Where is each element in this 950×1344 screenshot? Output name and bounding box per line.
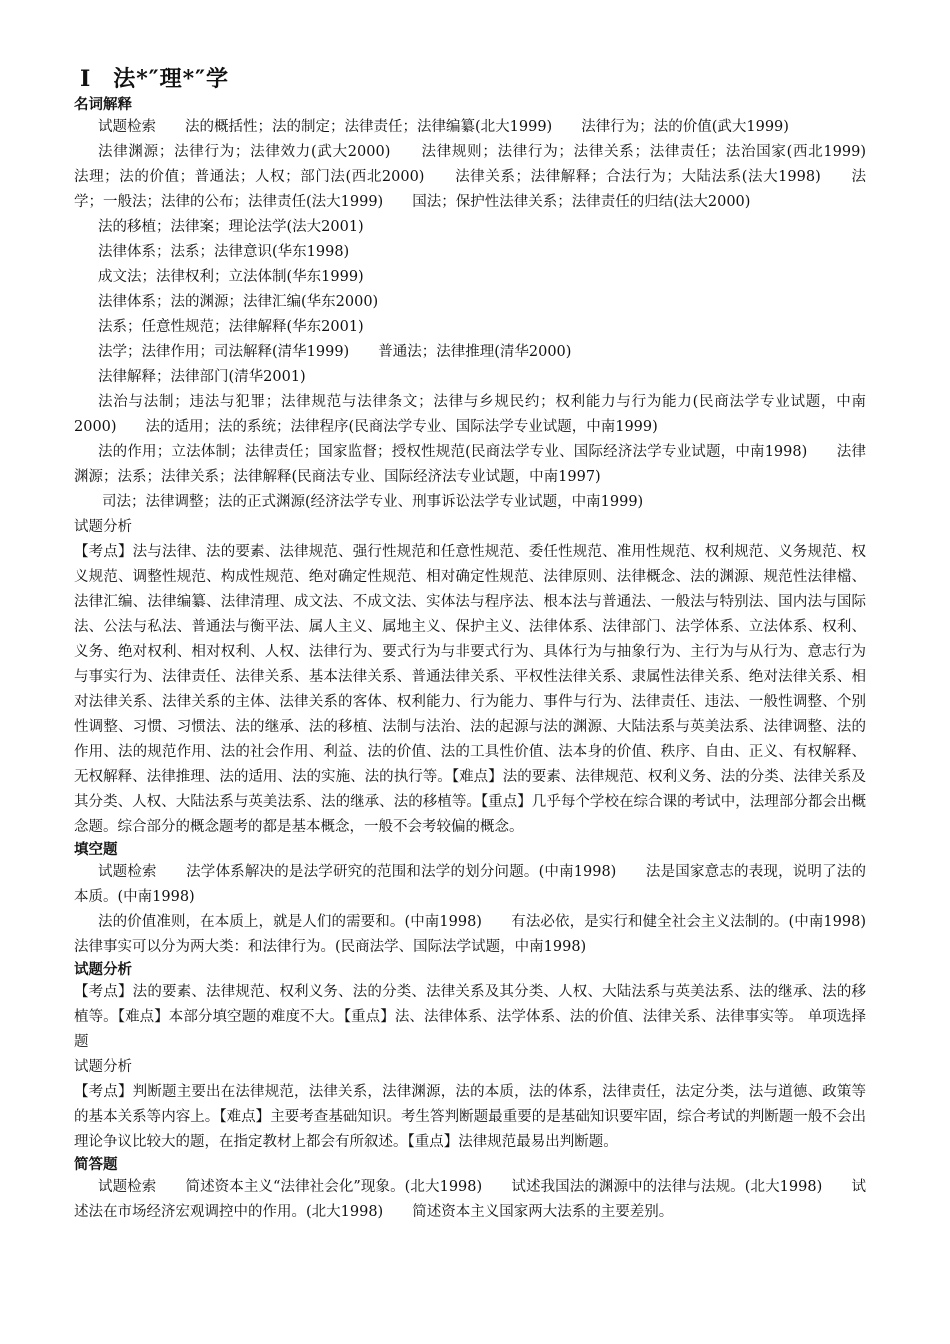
- document-page: [74, 62, 895, 1225]
- fill-item-2: 法的价值准则，在本质上，就是人们的需要和。(中南1998) 有法必依，是实行和健全社会主义法制的。(中南1998) 法律事实可以分为两大类：和法律行为。(民商法学、国际法学试题，中南1998): [74, 914, 895, 955]
- terms-item-7: 法系；任意性规范；法律解释(华东2001): [98, 319, 364, 335]
- terms-item-6: 法律体系；法的渊源；法律汇编(华东2000): [98, 294, 379, 310]
- section-heading-short: 简答题: [74, 1156, 118, 1173]
- short-item-1: 试题检索 简述资本主义“法律社会化”现象。(北大1998) 试述我国法的渊源中的法律与法规。(北大1998) 试述法在市场经济宏观调控中的作用。(北大1998) 简述资本主义国家两大法系的主要差别。: [74, 1179, 866, 1220]
- terms-item-12: 司法；法律调整；法的正式渊源(经济法学专业、刑事诉讼法学专业试题，中南1999): [102, 494, 644, 510]
- terms-analysis-text: 【考点】法与法律、法的要素、法律规范、强行性规范和任意性规范、委任性规范、准用性规范、权利规范、义务规范、权义规范、调整性规范、构成性规范、绝对确定性规范、相对确定性规范、法律原则、法律概念、法的渊源、规范性法律檔、法律汇编、法律编纂、法律清理、成文法、不成文法、实体法与程序法、根本法与普通法、一般法与特别法、国内法与国际法、公法与私法、普通法与衡平法、属人主义、属地主义、保护主义、法律体系、法律部门、法学体系、立法体系、权利、义务、绝对权利、相对权利、人权、法律行为、要式行为与非要式行为、具体行为与抽象行为、主行为与从行为、意志行为与事实行为、法律责任、法律关系、基本法律关系、普通法律关系、平权性法律关系、隶属性法律关系、绝对法律关系、相对法律关系、法律关系的主体、法律关系的客体、权利能力、行为能力、事件与行为、法律责任、违法、一般性调整、个别性调整、习惯、习惯法、法的继承、法的移植、法制与法治、法的起源与法的渊源、大陆法系与英美法系、法律调整、法的作用、法的规范作用、法的社会作用、利益、法的价值、法的工具性价值、法本身的价值、秩序、自由、正义、有权解释、无权解释、法律推理、法的适用、法的实施、法的执行等。【难点】法的要素、法律规范、权利义务、法的分类、法律关系及其分类、人权、大陆法系与英美法系、法的继承、法的移植等。【重点】几乎每个学校在综合课的考试中，法理部分都会出概念题。综合部分的概念题考的都是基本概念，一般不会考较偏的概念。: [74, 544, 866, 835]
- judge-analysis-label: 试题分析: [74, 1059, 132, 1075]
- section-heading-fill: 填空题: [74, 841, 118, 858]
- terms-item-9: 法律解释；法律部门(清华2001): [98, 369, 306, 385]
- terms-item-11: 法的作用；立法体制；法律责任；国家监督；授权性规范(民商法学专业、国际经济法学专业试题，中南1998) 法律渊源；法系；法律关系；法律解释(民商法专业、国际经济法专业试题，中南1997): [74, 444, 866, 485]
- fill-analysis-label: 试题分析: [74, 961, 132, 978]
- terms-item-8: 法学；法律作用；司法解释(清华1999) 普通法；法律推理(清华2000): [98, 344, 572, 360]
- chapter-title: [80, 62, 866, 93]
- section-heading-terms: 名词解释: [74, 96, 132, 113]
- fill-item-1: 试题检索 法学体系解决的是法学研究的范围和法学的划分问题。(中南1998) 法是国家意志的表现，说明了法的本质。(中南1998): [74, 864, 866, 905]
- fill-analysis-text: 【考点】法的要素、法律规范、权利义务、法的分类、法律关系及其分类、人权、大陆法系与英美法系、法的继承、法的移植等。【难点】本部分填空题的难度不大。【重点】法、法律体系、法学体系、法的价值、法律关系、法律事实等。 单项选择题: [74, 984, 866, 1050]
- chapter-name: 法*″理*″学: [113, 66, 229, 92]
- judge-analysis-text: 【考点】判断题主要出在法律规范，法律关系，法律渊源，法的本质，法的体系，法律责任，法定分类，法与道德、政策等的基本关系等内容上。【难点】主要考查基础知识。考生答判断题最重要的是基础知识要牢固，综合考试的判断题一般不会出理论争议比较大的题，在指定教材上都会有所叙述。【重点】法律规范最易出判断题。: [74, 1084, 866, 1150]
- terms-item-2: 法律渊源；法律行为；法律效力(武大2000) 法律规则；法律行为；法律关系；法律责任；法治国家(西北1999) 法理；法的价值；普通法；人权；部门法(西北2000) 法律关系；法律解释；合法行为；大陆法系(法大1998) 法学；一般法；法律的公布；法律责任(法大1999) 国法；保护性法律关系；法律责任的归结(法大2000): [74, 144, 895, 210]
- chapter-number: Ⅰ: [80, 66, 92, 92]
- terms-item-10: 法治与法制；违法与犯罪；法律规范与法律条文；法律与乡规民约；权利能力与行为能力(民商法学专业试题，中南2000) 法的适用；法的系统；法律程序(民商法学专业、国际法学专业试题，中南1999): [74, 394, 866, 435]
- terms-item-5: 成文法；法律权利；立法体制(华东1999): [98, 269, 364, 285]
- terms-item-1: 试题检索 法的概括性；法的制定；法律责任；法律编纂(北大1999) 法律行为；法的价值(武大1999): [98, 119, 789, 135]
- terms-item-3: 法的移植；法律案；理论法学(法大2001): [98, 219, 364, 235]
- terms-item-4: 法律体系；法系；法律意识(华东1998): [98, 244, 350, 260]
- terms-analysis-label: 试题分析: [74, 519, 132, 535]
